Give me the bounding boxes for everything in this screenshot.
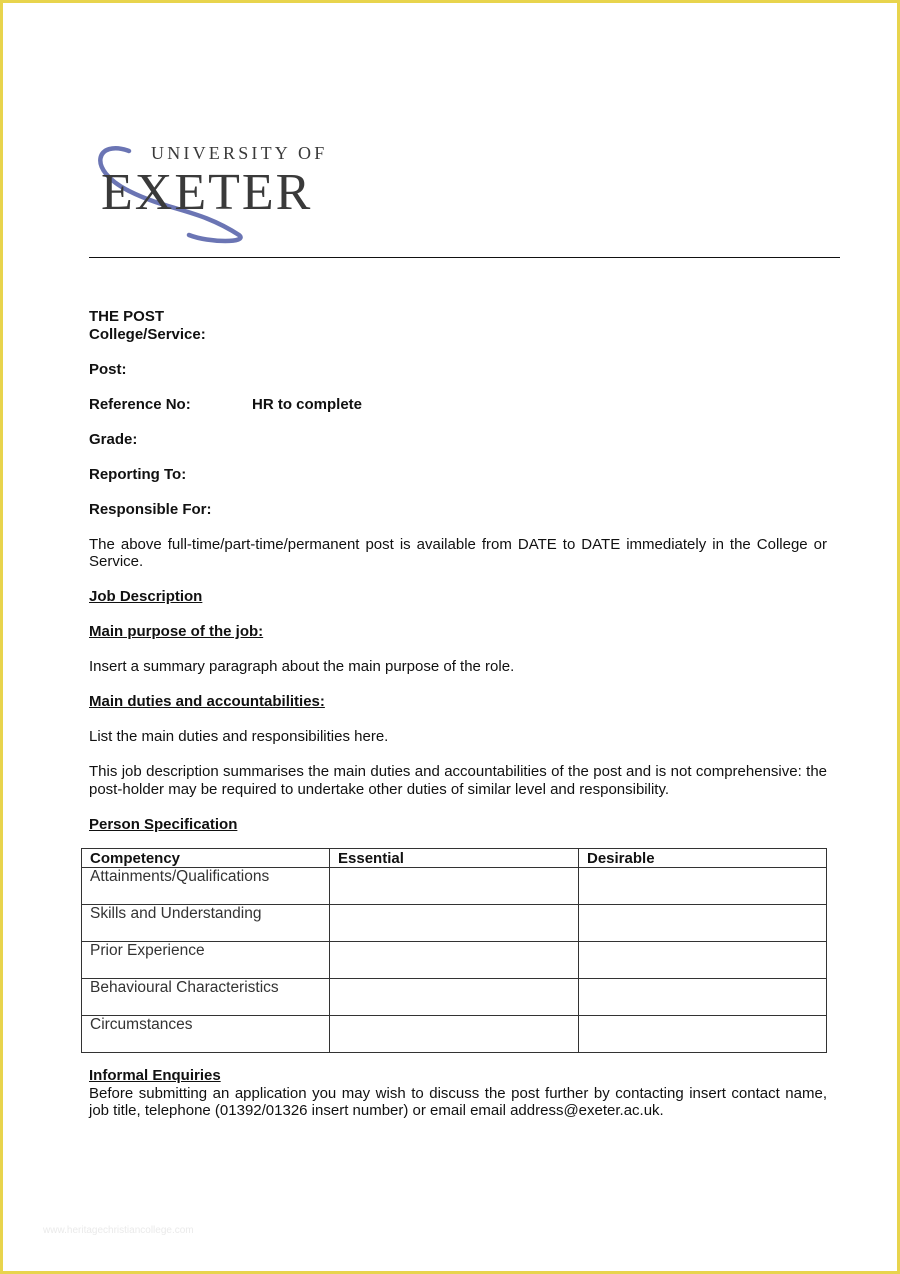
essential-cell xyxy=(330,868,579,905)
table-header-row xyxy=(82,849,827,868)
competency-cell: Circumstances xyxy=(82,1016,330,1053)
job-summary-text: This job description summarises the main duties and accountabilities of the post and is not comprehensive: the post-holder may be required to undertake other duties of similar level and responsibility. xyxy=(89,763,827,798)
column-header-desirable: Desirable xyxy=(579,849,827,868)
essential-cell xyxy=(330,1016,579,1053)
field-label: Reporting To: xyxy=(89,465,187,483)
table-row xyxy=(82,979,827,1016)
essential-cell xyxy=(330,905,579,942)
table-row xyxy=(82,1016,827,1053)
field-grade xyxy=(89,431,827,449)
field-reporting-to xyxy=(89,466,827,484)
university-logo xyxy=(89,139,349,247)
person-spec-table xyxy=(81,848,827,1053)
field-label: College/Service: xyxy=(89,325,206,343)
desirable-cell xyxy=(579,942,827,979)
field-label: Grade: xyxy=(89,430,138,448)
desirable-cell xyxy=(579,1016,827,1053)
essential-cell xyxy=(330,979,579,1016)
column-header-competency: Competency xyxy=(82,849,330,868)
competency-cell: Behavioural Characteristics xyxy=(82,979,330,1016)
person-spec-heading: Person Specification xyxy=(89,815,238,833)
field-label: Post: xyxy=(89,360,127,378)
main-purpose-heading: Main purpose of the job: xyxy=(89,623,264,640)
essential-cell xyxy=(330,942,579,979)
field-responsible-for xyxy=(89,501,827,519)
table-row xyxy=(82,905,827,942)
field-value: HR to complete xyxy=(252,395,363,413)
exeter-logo-graphic xyxy=(89,139,349,247)
enquiries-heading: Informal Enquiries xyxy=(89,1067,221,1084)
availability-text: The above full-time/part-time/permanent post is available from DATE to DATE immediately in the College or Service. xyxy=(89,535,827,570)
post-heading: THE POST xyxy=(89,308,165,325)
field-reference-no xyxy=(89,396,827,414)
main-duties-heading: Main duties and accountabilities: xyxy=(89,693,325,710)
logo-line2: EXETER xyxy=(101,164,313,221)
desirable-cell xyxy=(579,905,827,942)
competency-cell: Prior Experience xyxy=(82,942,330,979)
informal-enquiries xyxy=(89,1067,827,1120)
job-description-heading: Job Description xyxy=(89,588,203,605)
field-label: Reference No: xyxy=(89,395,191,413)
desirable-cell xyxy=(579,979,827,1016)
watermark-text: www.heritagechristiancollege.com xyxy=(43,1225,194,1236)
desirable-cell xyxy=(579,868,827,905)
column-header-essential: Essential xyxy=(330,849,579,868)
logo-line1: UNIVERSITY OF xyxy=(151,143,328,163)
post-details xyxy=(89,308,827,833)
table-row xyxy=(82,868,827,905)
main-duties-text: List the main duties and responsibilities here. xyxy=(89,728,389,745)
competency-cell: Attainments/Qualifications xyxy=(82,868,330,905)
competency-cell: Skills and Understanding xyxy=(82,905,330,942)
enquiries-text: Before submitting an application you may wish to discuss the post further by contacting insert contact name, job title, telephone (01392/01326 insert number) or email email address@exeter.ac.uk. xyxy=(89,1084,827,1119)
field-college-service xyxy=(89,326,827,344)
field-label: Responsible For: xyxy=(89,500,212,518)
main-purpose-text: Insert a summary paragraph about the main purpose of the role. xyxy=(89,658,515,675)
field-post xyxy=(89,361,827,379)
table-row xyxy=(82,942,827,979)
header-rule xyxy=(89,257,840,258)
